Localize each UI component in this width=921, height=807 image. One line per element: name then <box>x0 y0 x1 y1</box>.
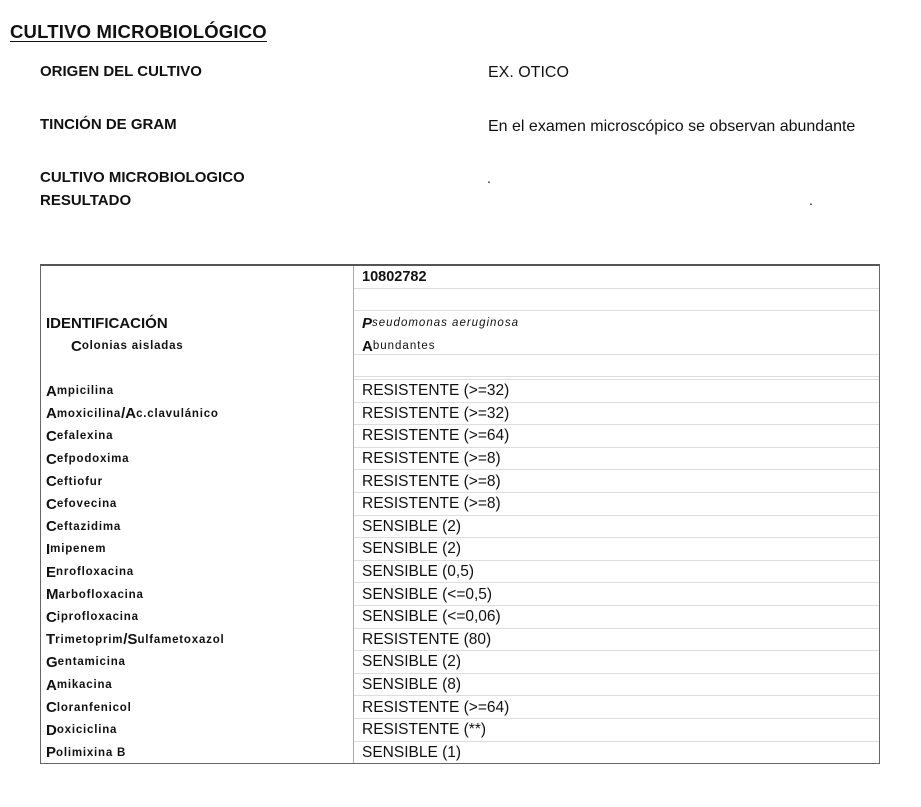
antibiotic-result: SENSIBLE (8) <box>362 676 462 694</box>
antibiotic-result: SENSIBLE (2) <box>362 517 462 535</box>
antibiotic-row <box>41 403 879 426</box>
antibiotic-name: M arbofloxacina <box>46 586 144 604</box>
antibiotic-result: RESISTENTE (**) <box>362 721 487 739</box>
cultivo-value: . <box>487 170 491 186</box>
antibiotic-name: A mikacina <box>46 676 113 694</box>
resultado-label: RESULTADO <box>40 192 132 209</box>
antibiogram-table <box>40 264 880 764</box>
antibiotic-row <box>41 719 879 742</box>
antibiotic-result: RESISTENTE (>=64) <box>362 427 510 445</box>
tincion-label: TINCIÓN DE GRAM <box>40 116 177 133</box>
antibiotic-row <box>41 516 879 539</box>
antibiotic-name: C efovecina <box>46 495 118 513</box>
antibiotic-row <box>41 425 879 448</box>
colonias-value: A bundantes <box>362 337 436 355</box>
antibiotic-name: C eftazidima <box>46 518 122 536</box>
antibiotic-name: A mpicilina <box>46 382 114 400</box>
antibiotic-row <box>41 696 879 719</box>
antibiotic-row <box>41 538 879 561</box>
antibiotic-result: RESISTENTE (>=32) <box>362 382 510 400</box>
antibiotic-name: C iprofloxacina <box>46 608 139 626</box>
antibiotic-name: P olimixina B <box>46 744 127 762</box>
origen-label: ORIGEN DEL CULTIVO <box>40 63 202 80</box>
antibiotic-name: C eftiofur <box>46 473 103 491</box>
antibiotic-result: RESISTENTE (>=8) <box>362 472 501 490</box>
antibiotic-row <box>41 583 879 606</box>
identificacion-row <box>41 312 879 335</box>
antibiotic-result: SENSIBLE (1) <box>362 743 462 761</box>
antibiotic-row <box>41 651 879 674</box>
antibiotic-name: C efpodoxima <box>46 450 130 468</box>
row-divider <box>354 376 879 377</box>
antibiotic-result: RESISTENTE (80) <box>362 630 492 648</box>
antibiotic-result: RESISTENTE (>=64) <box>362 698 510 716</box>
row-divider <box>354 310 879 311</box>
tincion-value: En el examen microscópico se observan abundante <box>488 118 856 135</box>
antibiotic-result: RESISTENTE (>=32) <box>362 404 510 422</box>
antibiotic-row <box>41 448 879 471</box>
antibiotic-row <box>41 380 879 403</box>
sample-id: 10802782 <box>362 269 427 286</box>
antibiotic-row <box>41 674 879 697</box>
antibiotic-name: D oxiciclina <box>46 721 118 739</box>
resultado-value: . <box>809 192 813 208</box>
table-header-row <box>41 266 879 289</box>
antibiotic-result: SENSIBLE (<=0,06) <box>362 608 501 626</box>
antibiotic-name: G entamicina <box>46 653 126 671</box>
identificacion-value: P seudomonas aeruginosa <box>362 314 519 332</box>
cultivo-label: CULTIVO MICROBIOLOGICO <box>40 169 245 186</box>
antibiotic-result: SENSIBLE (2) <box>362 540 462 558</box>
page-title: CULTIVO MICROBIOLÓGICO <box>10 21 267 42</box>
antibiotic-row <box>41 629 879 652</box>
identificacion-label: IDENTIFICACIÓN <box>46 314 168 332</box>
antibiotic-row <box>41 493 879 516</box>
antibiotic-name: A moxicilina / A c.clavulánico <box>46 405 219 423</box>
antibiotic-name: T rimetoprim / S ulfametoxazol <box>46 631 225 649</box>
antibiotic-row <box>41 561 879 584</box>
antibiotic-row <box>41 606 879 629</box>
antibiotic-result: SENSIBLE (2) <box>362 653 462 671</box>
origen-value: EX. OTICO <box>488 64 569 81</box>
antibiotic-row <box>41 742 879 765</box>
antibiotic-name: I mipenem <box>46 540 107 558</box>
antibiotic-result: RESISTENTE (>=8) <box>362 450 501 468</box>
colonias-row <box>41 335 879 358</box>
antibiotic-name: C efalexina <box>46 427 114 445</box>
colonias-label: C olonias aisladas <box>71 337 184 355</box>
antibiotic-result: SENSIBLE (<=0,5) <box>362 585 493 603</box>
antibiotic-name: E nrofloxacina <box>46 563 134 581</box>
antibiotic-name: C loranfenicol <box>46 699 132 717</box>
antibiotic-result: SENSIBLE (0,5) <box>362 563 474 581</box>
antibiotic-result: RESISTENTE (>=8) <box>362 495 501 513</box>
antibiotic-row <box>41 470 879 493</box>
